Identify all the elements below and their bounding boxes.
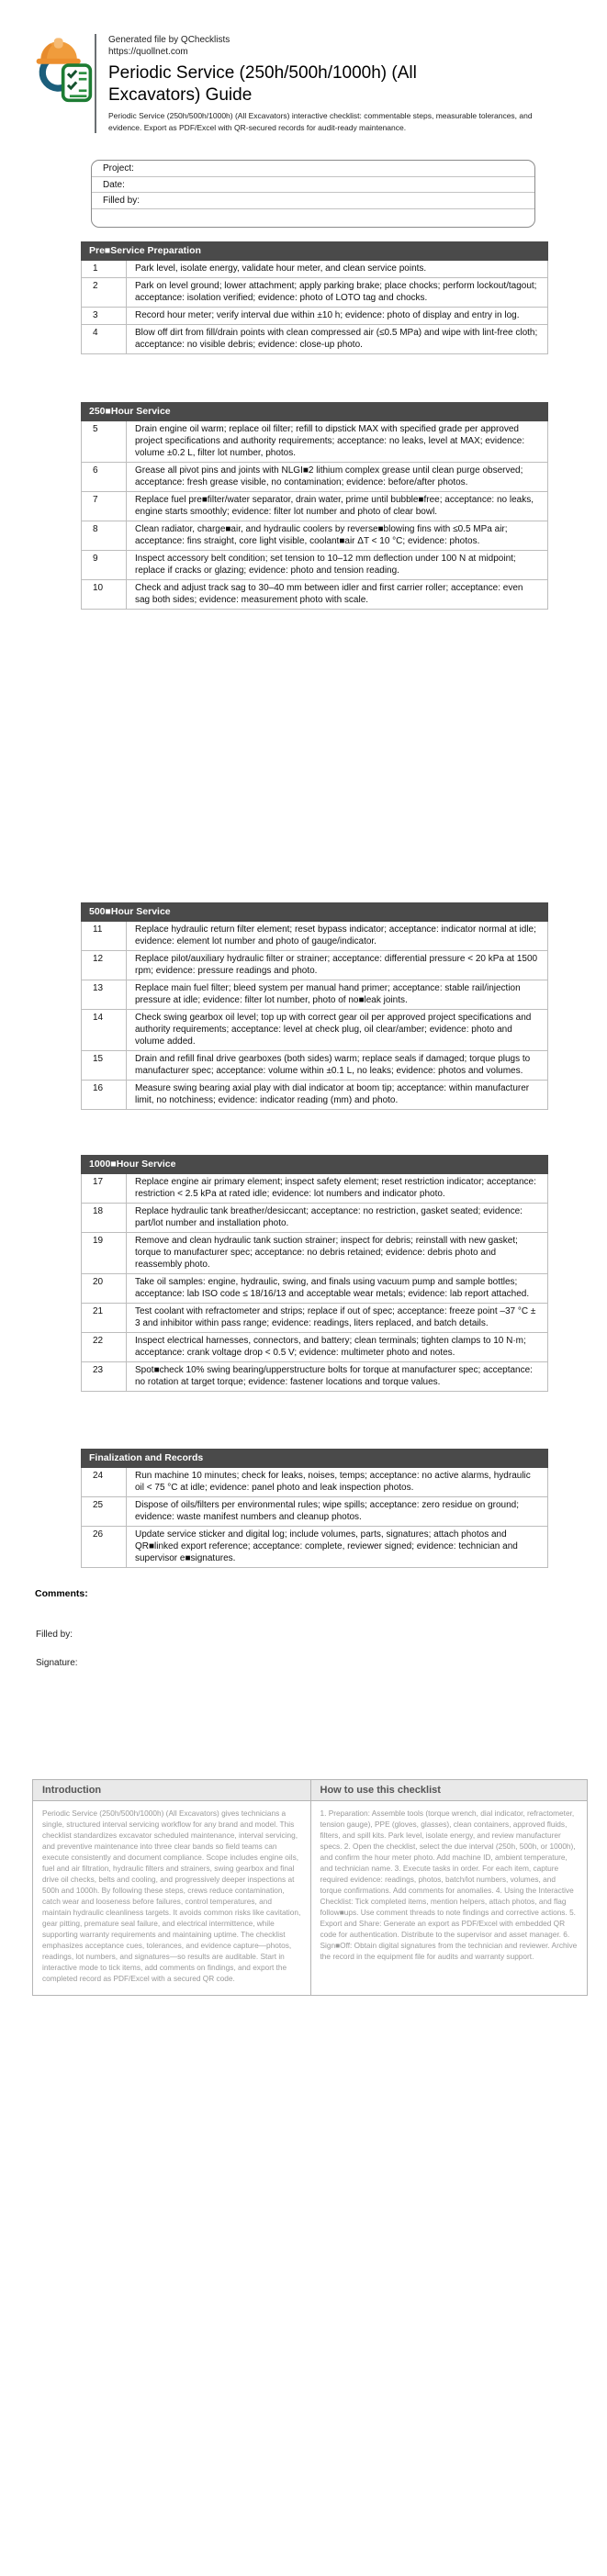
row-text: Replace hydraulic return filter element; reset bypass indicator; acceptance: indicator normal at idle; evidence: element lot number and photo of gauge/indicator. <box>127 922 548 951</box>
how-to-use-body: 1. Preparation: Assemble tools (torque wrench, dial indicator, refractometer, tension gauge), PPE (gloves, glasses), clean containers, approved fluids, filters, and spill kits. Park level, isolate energy, and review manufacturer specs. 2. Open the checklist, select the due interval (250h, 500h, or 1000h), and confirm the hour meter photo. Add machine ID, ambient temperature, and technician name. 3. Execute tasks in order. For each item, capture required evidence: readings, photos, batch/lot numbers, volumes, and torque confirmations. Add comments for anomalies. 4. Using the Interactive Checklist: Tick completed items, mention helpers, attach photos, and flag follow■ups. Use comment threads to note findings and corrective actions. 5. Export and Share: Generate an export as PDF/Excel with embedded QR code for authentication. Distribute to the supervisor and asset manager. 6. Sign■Off: Obtain digital signatures from the technician and reviewer. Archive the record in the equipment file for audits and warranty support. <box>320 1809 578 1961</box>
date-field[interactable] <box>92 177 534 194</box>
generated-by-line: Generated file by QChecklists <box>108 35 230 45</box>
comments-label: Comments: <box>35 1588 88 1599</box>
table-row <box>82 551 548 580</box>
row-number: 2 <box>82 278 127 308</box>
row-number: 15 <box>82 1051 127 1081</box>
table-500-hour-service <box>81 902 548 1110</box>
table-row <box>82 1497 548 1527</box>
row-text: Replace pilot/auxiliary hydraulic filter or strainer; acceptance: differential pressure < 20 kPa at 1500 rpm; evidence: pressure readings and photo. <box>127 951 548 980</box>
info-panel <box>32 1779 588 1996</box>
table-row <box>82 261 548 278</box>
row-number: 1 <box>82 261 127 278</box>
row-text: Replace main fuel filter; bleed system per manual hand primer; acceptance: stable rail/injection pressure at idle; evidence: filter lot number, photo of no■leak joints. <box>127 980 548 1010</box>
table-row <box>82 1174 548 1204</box>
row-text: Drain and refill final drive gearboxes (both sides) warm; replace seals if damaged; torque plugs to manufacturer spec; acceptance: volume within ±0.1 L, no leaks; evidence: photos and volumes. <box>127 1051 548 1081</box>
table-row <box>82 922 548 951</box>
row-text: Replace engine air primary element; inspect safety element; reset restriction indicator; acceptance: restriction < 2.5 kPa at rated idle; evidence: lot numbers and indicator photo. <box>127 1174 548 1204</box>
row-text: Test coolant with refractometer and strips; replace if out of spec; acceptance: freeze point –37 °C ± 3 and inhibitor within pass range; evidence: readings, liters replaced, and batch details. <box>127 1304 548 1333</box>
row-number: 7 <box>82 492 127 521</box>
table-row <box>82 1362 548 1392</box>
introduction-heading: Introduction <box>33 1780 310 1801</box>
date-label: Date: <box>103 179 125 190</box>
row-number: 18 <box>82 1204 127 1233</box>
row-number: 25 <box>82 1497 127 1527</box>
row-text: Check swing gearbox oil level; top up with correct gear oil per approved project specifications and authority requirements; acceptance: level at check plug, oil clear/amber; evidence: photo and volume added. <box>127 1010 548 1051</box>
project-field[interactable] <box>92 161 534 177</box>
row-text: Check and adjust track sag to 30–40 mm between idler and first carrier roller; acceptance: even sag both sides; evidence: measurement photo with scale. <box>127 580 548 610</box>
filled-by-field[interactable] <box>92 193 534 209</box>
row-number: 19 <box>82 1233 127 1274</box>
row-number: 4 <box>82 325 127 354</box>
row-text: Drain engine oil warm; replace oil filter; refill to dipstick MAX with specified grade per approved project specifications and authority requirements; acceptance: no leaks, level at MAX; evidence: volume ±0.2 L, filter lot number, photos. <box>127 421 548 463</box>
how-to-use-column <box>310 1780 588 1995</box>
row-number: 21 <box>82 1304 127 1333</box>
row-text: Spot■check 10% swing bearing/upperstructure bolts for torque at manufacturer spec; acceptance: no rotation at target torque; evidence: fastener locations and torque values. <box>127 1362 548 1392</box>
row-number: 17 <box>82 1174 127 1204</box>
row-text: Blow off dirt from fill/drain points with clean compressed air (≤0.5 MPa) and wipe with lint-free cloth; acceptance: no visible debris; evidence: close-up photo. <box>127 325 548 354</box>
row-text: Inspect electrical harnesses, connectors, and battery; clean terminals; tighten clamps to 10 N·m; acceptance: crank voltage drop < 0.5 V; evidence: multimeter photo and notes. <box>127 1333 548 1362</box>
row-number: 3 <box>82 308 127 325</box>
hardhat-checklist-logo-icon <box>32 34 93 106</box>
table-row <box>82 492 548 521</box>
row-number: 23 <box>82 1362 127 1392</box>
row-text: Remove and clean hydraulic tank suction strainer; inspect for debris; reinstall with new gasket; torque to manufacturer spec; acceptance: no debris retained; evidence: debris photo and reassembly photo. <box>127 1233 548 1274</box>
row-number: 24 <box>82 1468 127 1497</box>
section-header: 500■Hour Service <box>82 903 548 922</box>
section-header: 250■Hour Service <box>82 403 548 421</box>
how-to-use-heading: How to use this checklist <box>311 1780 588 1801</box>
table-row <box>82 521 548 551</box>
table-row <box>82 580 548 610</box>
row-number: 10 <box>82 580 127 610</box>
row-text: Replace hydraulic tank breather/desiccant; acceptance: no restriction, gasket seated; evidence: part/lot number and installation photo. <box>127 1204 548 1233</box>
section-header: 1000■Hour Service <box>82 1156 548 1174</box>
table-250-hour-service <box>81 402 548 610</box>
row-number: 12 <box>82 951 127 980</box>
meta-form-box <box>91 160 535 228</box>
table-row <box>82 1204 548 1233</box>
row-text: Clean radiator, charge■air, and hydraulic coolers by reverse■blowing fins with ≤0.5 MPa air; acceptance: fins straight, core light visible, coolant■air ΔT < 10 °C; evidence: photos. <box>127 521 548 551</box>
introduction-body: Periodic Service (250h/500h/1000h) (All Excavators) gives technicians a single, structured interval servicing workflow for any brand and model. This checklist standardizes excavator scheduled maintenance, interval servicing, and preventive maintenance into three clear bands so field teams can execute consistently and document compliance. Scope includes engine oils, fuel and air filtration, hydraulic filters and strainers, swing gearbox and final drive oil checks, belts and cooling, and progressively deeper inspections at 500h and 1000h. By following these steps, crews reduce contamination, catch wear and looseness before failures, control temperatures, and maintain hydraulic cleanliness targets. It avoids common risks like cavitation, gear pitting, premature seal failure, and electrical intermittence, while supporting warranty requirements and maintaining uptime. The checklist emphasizes acceptance cues, tolerances, and evidence capture—photos, readings, lot numbers, and signatures—so results are auditable. Start in interactive mode to tick items, add comments on findings, and export the completed record as PDF/Excel with a secured QR code. <box>42 1809 301 1983</box>
table-finalization-and-records <box>81 1449 548 1568</box>
row-text: Update service sticker and digital log; include volumes, parts, signatures; attach photos and QR■linked export reference; acceptance: complete, reviewer signed; evidence: technician and supervisor e■signatures. <box>127 1527 548 1568</box>
filled-by-label: Filled by: <box>103 196 141 206</box>
row-number: 13 <box>82 980 127 1010</box>
section-header: Pre■Service Preparation <box>82 242 548 261</box>
project-label: Project: <box>103 163 134 174</box>
row-number: 9 <box>82 551 127 580</box>
row-text: Park on level ground; lower attachment; apply parking brake; place chocks; perform lockout/tagout; acceptance: isolation verified; evidence: photo of LOTO tag and chocks. <box>127 278 548 308</box>
table-1000-hour-service <box>81 1155 548 1392</box>
row-number: 14 <box>82 1010 127 1051</box>
introduction-column <box>33 1780 310 1995</box>
row-text: Park level, isolate energy, validate hour meter, and clean service points. <box>127 261 548 278</box>
row-number: 6 <box>82 463 127 492</box>
row-text: Replace fuel pre■filter/water separator, drain water, prime until bubble■free; acceptance: no leaks, engine starts smoothly; evidence: filter lot number and photo of clear bowl. <box>127 492 548 521</box>
table-row <box>82 1081 548 1110</box>
signature-label: Signature: <box>36 1658 78 1668</box>
table-pre-service-preparation <box>81 241 548 354</box>
row-number: 22 <box>82 1333 127 1362</box>
table-row <box>82 951 548 980</box>
row-text: Run machine 10 minutes; check for leaks, noises, temps; acceptance: no active alarms, hydraulic oil < 75 °C at idle; evidence: panel photo and leak inspection photos. <box>127 1468 548 1497</box>
table-row <box>82 1527 548 1568</box>
row-text: Grease all pivot pins and joints with NLGI■2 lithium complex grease until clean purge observed; acceptance: fresh grease visible, no contamination; evidence: before/after photos. <box>127 463 548 492</box>
page-title: Periodic Service (250h/500h/1000h) (All Excavators) Guide <box>108 63 417 105</box>
table-row <box>82 1468 548 1497</box>
table-row <box>82 1233 548 1274</box>
document-header <box>32 34 568 133</box>
table-row <box>82 308 548 325</box>
row-number: 5 <box>82 421 127 463</box>
filled-by-signoff-label: Filled by: <box>36 1630 73 1640</box>
page-subtitle: Periodic Service (250h/500h/1000h) (All Excavators) interactive checklist: commentable steps, measurable tolerances, and evidence. Export as PDF/Excel with QR-secured records for audit-ready maintenance. <box>108 111 533 132</box>
row-number: 26 <box>82 1527 127 1568</box>
row-number: 16 <box>82 1081 127 1110</box>
row-text: Dispose of oils/filters per environmental rules; wipe spills; acceptance: zero residue on ground; evidence: waste manifest numbers and cleanup photos. <box>127 1497 548 1527</box>
section-header: Finalization and Records <box>82 1450 548 1468</box>
row-number: 11 <box>82 922 127 951</box>
table-row <box>82 980 548 1010</box>
table-row <box>82 1333 548 1362</box>
table-row <box>82 463 548 492</box>
row-number: 8 <box>82 521 127 551</box>
table-row <box>82 278 548 308</box>
meta-box-spacer <box>92 209 534 228</box>
table-row <box>82 325 548 354</box>
site-url-link[interactable]: https://quollnet.com <box>108 47 188 57</box>
table-row <box>82 1274 548 1304</box>
row-number: 20 <box>82 1274 127 1304</box>
table-row <box>82 421 548 463</box>
row-text: Inspect accessory belt condition; set tension to 10–12 mm deflection under 100 N at midpoint; replace if cracks or glazing; evidence: photo and tension reading. <box>127 551 548 580</box>
table-row <box>82 1051 548 1081</box>
table-row <box>82 1010 548 1051</box>
row-text: Measure swing bearing axial play with dial indicator at boom tip; acceptance: within manufacturer limit, no notchiness; evidence: indicator reading (mm) and photo. <box>127 1081 548 1110</box>
table-row <box>82 1304 548 1333</box>
header-text-block <box>95 34 568 133</box>
row-text: Take oil samples: engine, hydraulic, swing, and finals using vacuum pump and sample bottles; acceptance: lab ISO code ≤ 18/16/13 and acceptable wear metals; evidence: lab report attached. <box>127 1274 548 1304</box>
row-text: Record hour meter; verify interval due within ±10 h; evidence: photo of display and entry in log. <box>127 308 548 325</box>
